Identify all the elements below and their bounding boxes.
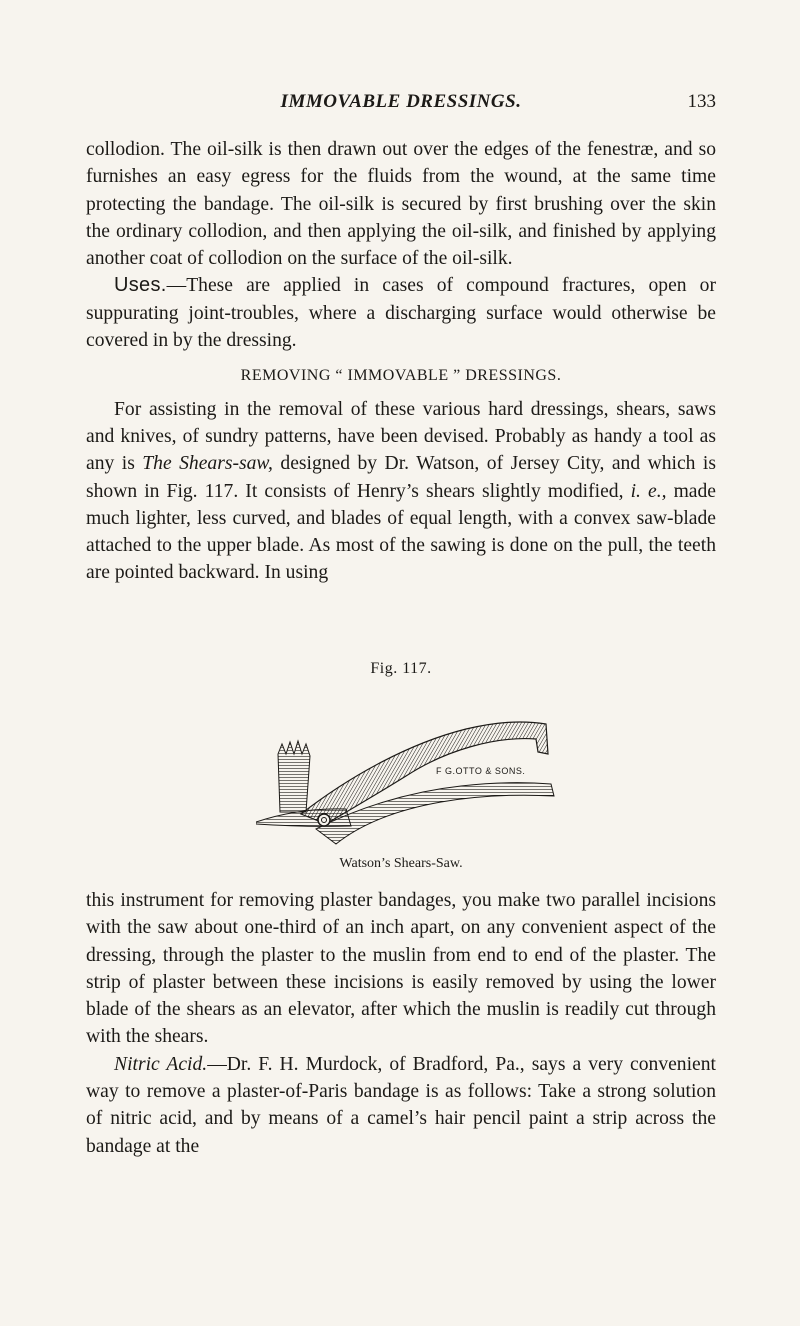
paragraph-shears-saw	[86, 396, 716, 587]
paragraph-nitric-acid-text: —Dr. F. H. Murdock, of Bradford, Pa., says a very convenient way to remove a plaster-of-Paris bandage is as follows: Take a strong solution of nitric acid, and by means of a camel’s hair pencil paint a strip across the bandage at the	[86, 1053, 716, 1157]
paragraph-shears-saw-part-2: designed by Dr. Watson, of Jersey City, and which is shown in Fig. 117. It consists of Henry’s shears slightly modified,	[86, 453, 716, 502]
paragraph-nitric-acid	[86, 1051, 716, 1160]
text-block-top	[86, 136, 716, 587]
running-title: IMMOVABLE DRESSINGS.	[280, 91, 522, 112]
uses-label: Uses.	[114, 274, 167, 297]
pivot-screw-shape	[318, 814, 330, 826]
paragraph-shears-saw-part-1: For assisting in the removal of these various hard dressings, shears, saws and knives, of sundry patterns, have been devised. Probably as handy a tool as any is	[86, 398, 716, 475]
figure-caption: Watson’s Shears-Saw.	[339, 856, 463, 871]
figure-label: Fig. 117.	[370, 660, 432, 677]
paragraph-shears-saw-part-3: made much lighter, less curved, and blades of equal length, with a convex saw-blade attached to the upper blade. As most of the sawing is done on the pull, the teeth are pointed backward. In using	[86, 480, 717, 584]
maker-stamp: F G.OTTO & SONS.	[436, 766, 526, 776]
text-block-bottom	[86, 887, 716, 1160]
running-head	[86, 91, 716, 121]
paragraph-plaster-removal: this instrument for removing plaster bandages, you make two parallel incisions with the saw about one-third of an inch apart, on any convenient aspect of the dressing, through the plaster to the muslin from end to end of the plaster. The strip of plaster between these incisions is easily removed by using the lower blade of the shears as an elevator, after which the muslin is readily cut through with the shears.	[86, 890, 716, 1048]
shears-saw-term: The Shears-saw,	[142, 453, 273, 475]
page-number: 133	[687, 91, 716, 112]
paragraph-collodion: collodion. The oil-silk is then drawn out over the edges of the fenestræ, and so furnishes an easy egress for the fluids from the wound, at the same time protecting the bandage. The oil-silk is secured by first brushing over the skin the ordinary collodion, and then applying the oil-silk, and finished by applying another coat of collodion on the surface of the oil-silk.	[86, 139, 716, 270]
uses-text: —These are applied in cases of compound fractures, open or suppurating joint-troubles, where a discharging surface would otherwise be covered in by the dressing.	[86, 275, 716, 352]
saw-teeth-shape	[278, 741, 310, 812]
section-heading: REMOVING “ IMMOVABLE ” DRESSINGS.	[240, 367, 562, 385]
shears-saw-illustration	[256, 684, 556, 856]
paragraph-uses	[86, 272, 716, 354]
ie-term: i. e.,	[630, 480, 667, 502]
nitric-acid-term: Nitric Acid.	[114, 1053, 208, 1075]
